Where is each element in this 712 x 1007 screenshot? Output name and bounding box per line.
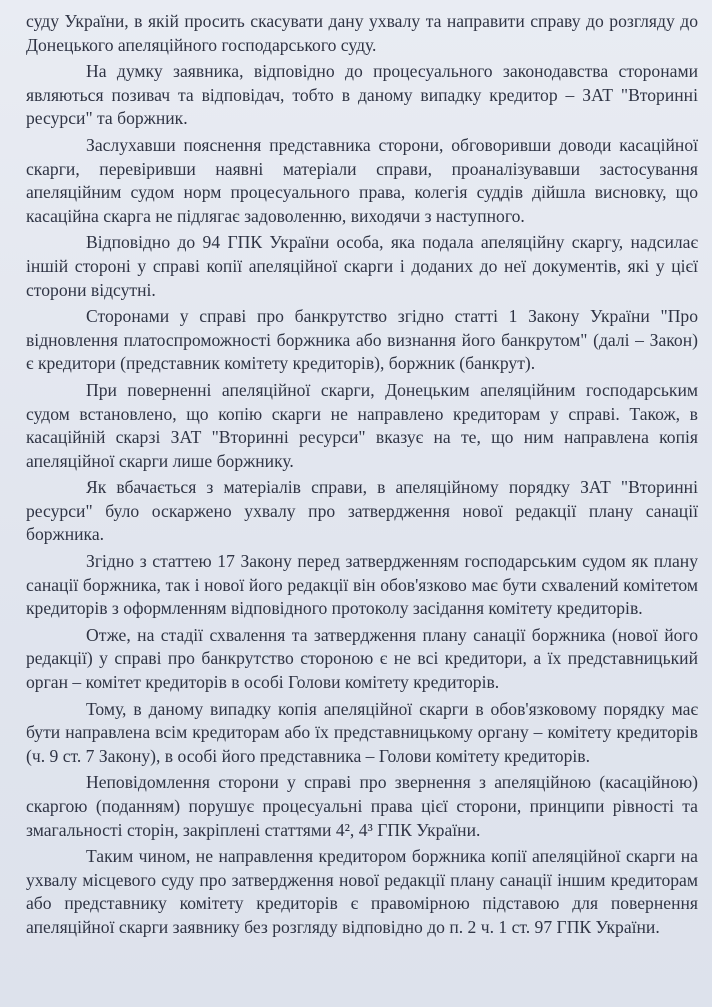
paragraph-3: Заслухавши пояснення представника сторони, обговоривши доводи касаційної скарги, перевіривши наявні матеріали справи, проаналізувавши застосування апеляційним судом норм процесуального права, колегія суддів дійшла висновку, що касаційна скарга не підлягає задоволенню, виходячи з наступного. [26,134,698,226]
paragraph-1: суду України, в якій просить скасувати дану ухвалу та направити справу до розгляду до Донецького апеляційного господарського суду. [26,11,698,55]
paragraph-2: На думку заявника, відповідно до процесуального законодавства сторонами являються позивач та відповідач, тобто в даному випадку кредитор – ЗАТ "Вторинні ресурси" та боржник. [26,61,698,129]
paragraph-6: При поверненні апеляційної скарги, Донецьким апеляційним господарським судом встановлено, що копію скарги не направлено кредиторам у справі. Також, в касаційній скарзі ЗАТ "Вторинні ресурси" вказує на те, що ним направлена копія апеляційної скарги лише боржнику. [26,379,698,471]
paragraph-11: Неповідомлення сторони у справі про звернення з апеляційною (касаційною) скаргою (поданням) порушує процесуальні права цієї сторони, принципи рівності та змагальності сторін, закріплені статтями 4², 4³ ГПК України. [26,772,698,840]
paragraph-7: Як вбачається з матеріалів справи, в апеляційному порядку ЗАТ "Вторинні ресурси" було оскаржено ухвалу про затвердження нової редакції плану санації боржника. [26,477,698,545]
paragraph-8: Згідно з статтею 17 Закону перед затвердженням господарським судом як плану санації боржника, так і нової його редакції він обов'язково має бути схвалений комітетом кредиторів з оформленням відповідного протоколу засідання комітету кредиторів. [26,551,698,619]
paragraph-9: Отже, на стадії схвалення та затвердження плану санації боржника (нової його редакції) у справі про банкрутство стороною є не всі кредитори, а їх представницький орган – комітет кредиторів в особі Голови комітету кредиторів. [26,624,698,693]
paragraph-12: Таким чином, не направлення кредитором боржника копії апеляційної скарги на ухвалу місцевого суду про затвердження нової редакції плану санації іншим кредиторам або представнику комітету кредиторів є правомірною підставою для повернення апеляційної скарги заявнику без розгляду відповідно до п. 2 ч. 1 ст. 97 ГПК України. [26,846,698,937]
paragraph-5: Сторонами у справі про банкрутство згідно статті 1 Закону України "Про відновлення платоспроможності боржника або визнання його банкрутом" (далі – Закон) є кредитори (представник комітету кредиторів), боржник (банкрут). [26,306,698,374]
paragraph-4: Відповідно до 94 ГПК України особа, яка подала апеляційну скаргу, надсилає іншій стороні у справі копії апеляційної скарги і доданих до неї документів, які у цієї сторони відсутні. [26,232,698,300]
document-body [26,10,698,943]
paragraph-10: Тому, в даному випадку копія апеляційної скарги в обов'язковому порядку має бути направлена всім кредиторам або їх представницькому органу – комітету кредиторів (ч. 9 ст. 7 Закону), в особі його представника – Голови комітету кредиторів. [26,698,698,766]
